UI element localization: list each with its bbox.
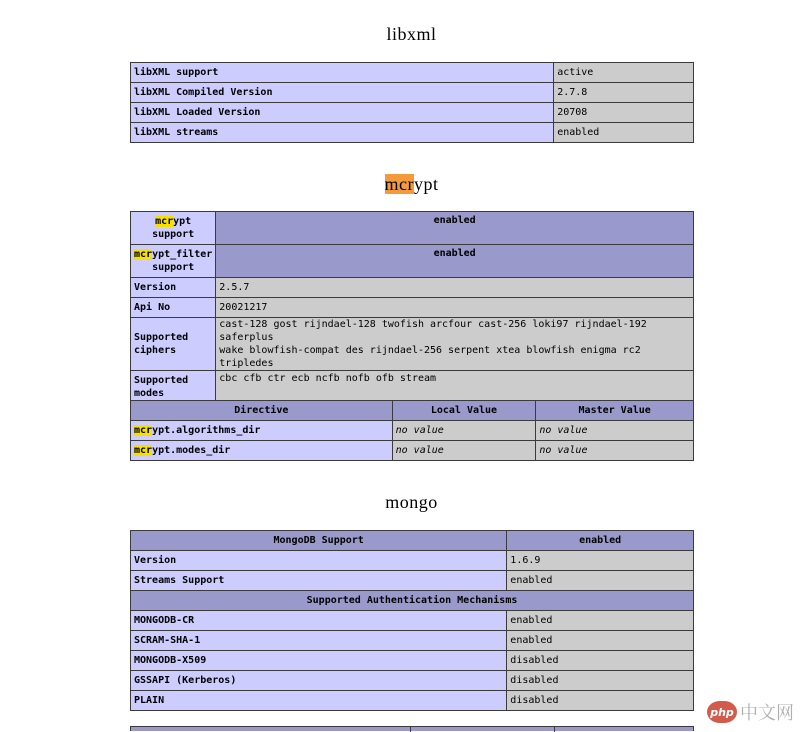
directive-rest: ypt.modes_dir (152, 445, 231, 456)
row-label: libXML Loaded Version (131, 103, 554, 123)
next-table-header-partial (130, 726, 694, 731)
table-row (131, 63, 694, 83)
row-label: Streams Support (131, 571, 507, 591)
label-part: ypt (173, 216, 192, 227)
row-value (216, 318, 694, 371)
column-divider (554, 727, 555, 732)
auth-mechanisms-header: Supported Authentication Mechanisms (131, 591, 694, 611)
row-value: enabled (507, 631, 694, 651)
directive-name (131, 421, 393, 441)
value-line: wake blowfish-compat des rijndael-256 serpent xtea blowfish enigma rc2 tripledes (219, 345, 641, 369)
row-value: disabled (507, 691, 694, 711)
table-row (131, 103, 694, 123)
row-label: MONGODB-CR (131, 611, 507, 631)
table-row (131, 611, 694, 631)
mongo-table (130, 530, 694, 711)
php-logo-icon: php (707, 701, 737, 723)
column-header: enabled (507, 531, 694, 551)
row-value: enabled (216, 212, 694, 245)
row-value: 2.7.8 (554, 83, 694, 103)
row-value: disabled (507, 671, 694, 691)
mcrypt-directive-table (130, 400, 694, 461)
label-part: Supported (134, 332, 189, 343)
section-heading-mongo: mongo (385, 492, 438, 512)
master-value (536, 421, 694, 441)
table-row (131, 691, 694, 711)
mcrypt-table (130, 211, 694, 404)
value-line: cast-128 gost rijndael-128 twofish arcfour cast-256 loki97 rijndael-192 saferplus (219, 319, 647, 343)
column-header: MongoDB Support (131, 531, 507, 551)
label-part: ypt_filter (152, 249, 213, 260)
label-part: support (152, 262, 195, 273)
row-label: MONGODB-X509 (131, 651, 507, 671)
table-row (131, 651, 694, 671)
table-header-row (131, 401, 694, 421)
row-label: Version (131, 278, 216, 298)
local-value (392, 441, 536, 461)
section-heading-mcrypt (0, 174, 800, 195)
row-label: SCRAM-SHA-1 (131, 631, 507, 651)
row-label: libXML streams (131, 123, 554, 143)
directive-name (131, 441, 393, 461)
label-part: support (152, 229, 195, 240)
row-label: Api No (131, 298, 216, 318)
search-highlight: mcr (134, 445, 153, 456)
search-highlight: mcr (384, 174, 414, 194)
row-label: Version (131, 551, 507, 571)
directive-rest: ypt.algorithms_dir (152, 425, 261, 436)
row-value: 1.6.9 (507, 551, 694, 571)
column-header: Master Value (536, 401, 694, 421)
search-highlight: mcr (155, 216, 174, 227)
master-value (536, 441, 694, 461)
no-value-text: no value (539, 445, 588, 456)
table-row (131, 212, 694, 245)
column-divider (410, 727, 411, 732)
table-row (131, 421, 694, 441)
column-header: Local Value (392, 401, 536, 421)
table-row (131, 123, 694, 143)
no-value-text: no value (539, 425, 588, 436)
local-value (392, 421, 536, 441)
table-header-row (131, 591, 694, 611)
search-highlight: mcr (134, 249, 153, 260)
libxml-table (130, 62, 694, 143)
search-highlight: mcr (134, 425, 153, 436)
table-row (131, 671, 694, 691)
heading-rest: ypt (413, 174, 439, 194)
row-value: enabled (216, 245, 694, 278)
row-value: enabled (554, 123, 694, 143)
row-label (131, 245, 216, 278)
row-value: active (554, 63, 694, 83)
no-value-text: no value (395, 425, 444, 436)
section-heading-libxml: libxml (386, 24, 437, 44)
table-row (131, 318, 694, 371)
table-header-row (131, 531, 694, 551)
row-value: 20708 (554, 103, 694, 123)
row-value: 2.5.7 (216, 278, 694, 298)
label-part: Supported (134, 375, 189, 386)
table-row (131, 571, 694, 591)
column-header: Directive (131, 401, 393, 421)
table-row (131, 298, 694, 318)
row-label (131, 371, 216, 404)
row-value: cbc cfb ctr ecb ncfb nofb ofb stream (216, 371, 694, 404)
row-label: libXML Compiled Version (131, 83, 554, 103)
row-label (131, 318, 216, 371)
row-value: disabled (507, 651, 694, 671)
site-watermark (707, 699, 794, 725)
table-row (131, 551, 694, 571)
label-part: modes (134, 388, 165, 399)
row-label (131, 212, 216, 245)
table-row (131, 83, 694, 103)
row-value: enabled (507, 571, 694, 591)
table-row (131, 278, 694, 298)
row-label: PLAIN (131, 691, 507, 711)
table-row (131, 371, 694, 404)
table-row (131, 441, 694, 461)
table-row (131, 245, 694, 278)
no-value-text: no value (395, 445, 444, 456)
row-value: 20021217 (216, 298, 694, 318)
label-part: ciphers (134, 345, 177, 356)
table-row (131, 631, 694, 651)
row-label: GSSAPI (Kerberos) (131, 671, 507, 691)
row-label: libXML support (131, 63, 554, 83)
watermark-text: 中文网 (740, 703, 794, 724)
row-value: enabled (507, 611, 694, 631)
